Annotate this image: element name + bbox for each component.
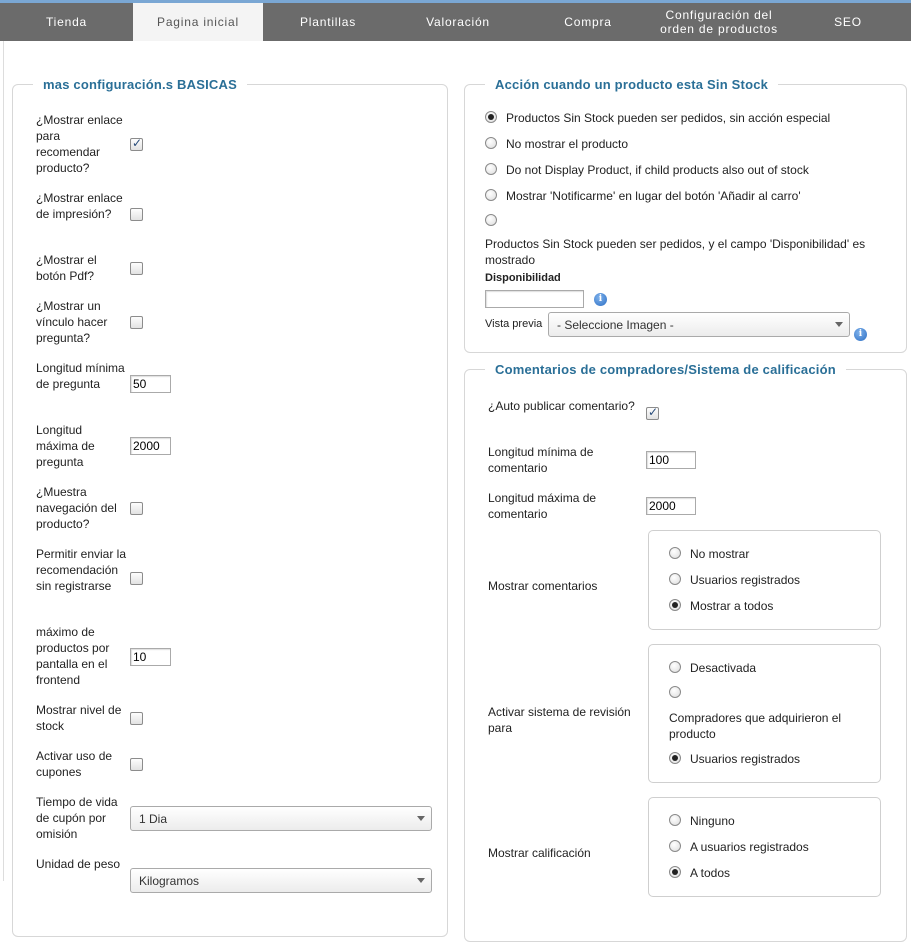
- disponibilidad-label: Disponibilidad: [485, 272, 561, 284]
- stock-option-1-label: Productos Sin Stock pueden ser pedidos, sin acción especial: [506, 111, 831, 125]
- auto-publicar-label: ¿Auto publicar comentario?: [488, 399, 635, 413]
- tab-seo[interactable]: [785, 3, 911, 41]
- stock-option-5-radio[interactable]: [485, 214, 497, 226]
- activar-revision-label: Activar sistema de revisión para: [488, 705, 631, 735]
- recomendar-checkbox[interactable]: [130, 138, 143, 151]
- content-area: [3, 41, 911, 888]
- mostrar-comentarios-option-1-radio[interactable]: [669, 547, 681, 559]
- unidad-peso-label: Unidad de peso: [36, 857, 121, 871]
- info-icon[interactable]: i: [854, 328, 867, 341]
- activar-revision-option-1-radio[interactable]: [669, 661, 681, 673]
- activar-revision-option-2-radio[interactable]: [669, 686, 681, 698]
- tab-label: Pagina inicial: [157, 15, 239, 29]
- stock-option-3-radio[interactable]: [485, 163, 497, 175]
- mostrar-calificacion-option-1-radio[interactable]: [669, 814, 681, 826]
- vida-cupon-value: 1 Dia: [139, 812, 168, 826]
- stock-option-4-radio[interactable]: [485, 189, 497, 201]
- mostrar-comentarios-label: Mostrar comentarios: [488, 579, 598, 593]
- activar-revision-option-1-label: Desactivada: [690, 661, 757, 675]
- stock-legend: Acción cuando un producto esta Sin Stock: [495, 77, 769, 92]
- basic-config-legend: mas configuración.s BASICAS: [43, 77, 237, 92]
- mostrar-calificacion-option-2-radio[interactable]: [669, 840, 681, 852]
- long-min-coment-label: Longitud mínima de comentario: [488, 445, 594, 475]
- pdf-checkbox[interactable]: [130, 262, 143, 275]
- tab-orden-productos[interactable]: [653, 3, 785, 41]
- activar-revision-option-2-label: Compradores que adquirieron el producto: [669, 711, 842, 741]
- stock-option-5-label: Productos Sin Stock pueden ser pedidos, y el campo 'Disponibilidad' es mostrado: [485, 237, 866, 267]
- navegacion-label: ¿Muestra navegación del producto?: [36, 485, 117, 531]
- tab-tienda[interactable]: [0, 3, 133, 41]
- mostrar-comentarios-option-2-radio[interactable]: [669, 573, 681, 585]
- max-productos-input[interactable]: [130, 648, 171, 666]
- tab-compra[interactable]: [523, 3, 653, 41]
- vida-cupon-select[interactable]: [130, 806, 432, 831]
- reviews-legend: Comentarios de compradores/Sistema de calificación: [495, 362, 836, 377]
- recomendar-label: ¿Mostrar enlace para recomendar producto?: [36, 113, 123, 175]
- vista-previa-label: Vista previa: [485, 318, 543, 330]
- recom-sin-reg-checkbox[interactable]: [130, 572, 143, 585]
- long-max-preg-input[interactable]: [130, 437, 171, 455]
- tab-label: Plantillas: [299, 15, 357, 29]
- tab-valoracion[interactable]: [393, 3, 523, 41]
- impresion-label: ¿Mostrar enlace de impresión?: [36, 191, 123, 221]
- tab-label: SEO: [834, 15, 862, 29]
- long-max-coment-input[interactable]: [646, 497, 696, 515]
- long-max-preg-label: Longitud máxima de pregunta: [36, 423, 95, 469]
- tab-label: Configuración del orden de productos: [660, 8, 778, 36]
- mostrar-comentarios-option-3-radio[interactable]: [669, 599, 681, 611]
- mostrar-calificacion-label: Mostrar calificación: [488, 846, 591, 860]
- unidad-peso-value: Kilogramos: [139, 874, 200, 888]
- mostrar-calificacion-option-1-label: Ninguno: [690, 814, 735, 828]
- vista-previa-select[interactable]: [548, 312, 850, 337]
- long-max-coment-label: Longitud máxima de comentario: [488, 491, 597, 521]
- stock-option-1-radio[interactable]: [485, 111, 497, 123]
- vista-previa-value: - Seleccione Imagen -: [557, 318, 674, 332]
- navegacion-checkbox[interactable]: [130, 502, 143, 515]
- long-min-coment-input[interactable]: [646, 451, 696, 469]
- tab-label: Compra: [564, 15, 612, 29]
- mostrar-calificacion-option-3-label: A todos: [690, 866, 731, 880]
- chevron-down-icon: [835, 322, 843, 327]
- tab-label: Tienda: [45, 15, 88, 29]
- nivel-stock-label: Mostrar nivel de stock: [36, 703, 122, 733]
- tab-bar: [0, 0, 911, 41]
- auto-publicar-checkbox[interactable]: [646, 407, 659, 420]
- cupones-checkbox[interactable]: [130, 758, 143, 771]
- mostrar-comentarios-option-2-label: Usuarios registrados: [690, 573, 801, 587]
- cupones-label: Activar uso de cupones: [36, 749, 113, 779]
- mostrar-calificacion-option-3-radio[interactable]: [669, 866, 681, 878]
- activar-revision-option-3-radio[interactable]: [669, 752, 681, 764]
- disponibilidad-input[interactable]: [485, 290, 584, 308]
- tab-label: Valoración: [426, 15, 490, 29]
- tab-pagina-inicial[interactable]: [133, 3, 263, 41]
- activar-revision-option-3-label: Usuarios registrados: [690, 752, 801, 766]
- stock-option-2-radio[interactable]: [485, 137, 497, 149]
- info-icon[interactable]: i: [594, 293, 607, 306]
- mostrar-comentarios-option-3-label: Mostrar a todos: [690, 599, 774, 613]
- long-min-preg-label: Longitud mínima de pregunta: [36, 361, 125, 391]
- stock-option-4-label: Mostrar 'Notificarme' en lugar del botón 'Añadir al carro': [506, 189, 801, 203]
- nivel-stock-checkbox[interactable]: [130, 712, 143, 725]
- impresion-checkbox[interactable]: [130, 208, 143, 221]
- long-min-preg-input[interactable]: [130, 375, 171, 393]
- chevron-down-icon: [417, 816, 425, 821]
- mostrar-calificacion-option-2-label: A usuarios registrados: [690, 840, 809, 854]
- pdf-label: ¿Mostrar el botón Pdf?: [36, 253, 97, 283]
- stock-option-3-label: Do not Display Product, if child products also out of stock: [506, 163, 809, 177]
- stock-option-2-label: No mostrar el producto: [506, 137, 629, 151]
- recom-sin-reg-label: Permitir enviar la recomendación sin registrarse: [36, 547, 127, 593]
- pregunta-label: ¿Mostrar un vínculo hacer pregunta?: [36, 299, 108, 345]
- tab-plantillas[interactable]: [263, 3, 393, 41]
- max-productos-label: máximo de productos por pantalla en el frontend: [36, 625, 110, 687]
- pregunta-checkbox[interactable]: [130, 316, 143, 329]
- vida-cupon-label: Tiempo de vida de cupón por omisión: [36, 795, 118, 841]
- mostrar-comentarios-option-1-label: No mostrar: [690, 547, 750, 561]
